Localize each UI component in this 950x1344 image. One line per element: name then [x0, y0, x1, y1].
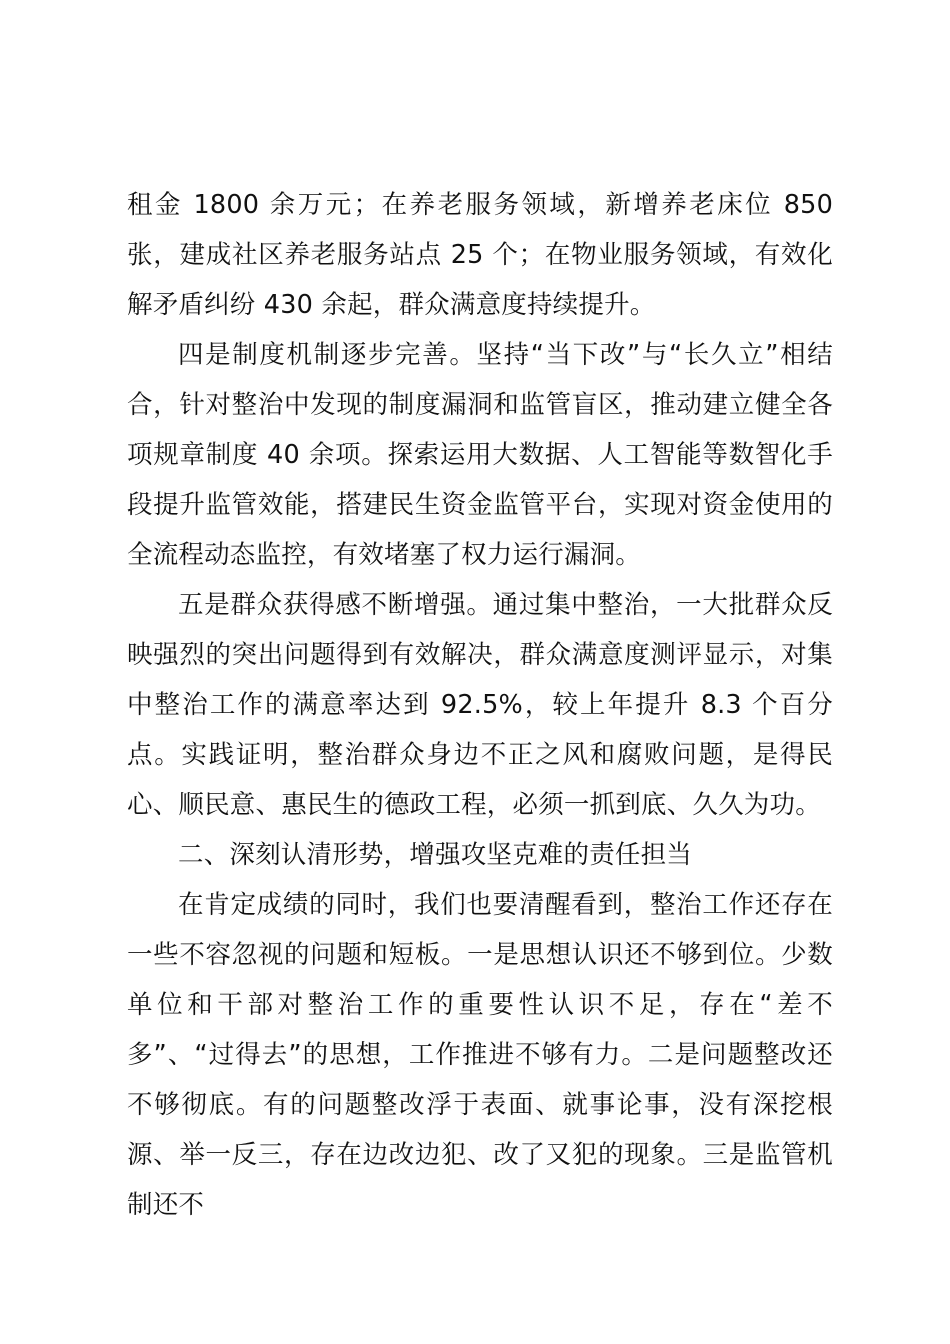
paragraph-continuation: 租金 1800 余万元；在养老服务领域，新增养老床位 850 张，建成社区养老服务站点 25 个；在物业服务领域，有效化解矛盾纠纷 430 余起，群众满意度持续提升。: [127, 190, 833, 320]
document-page: [127, 180, 833, 1230]
paragraph-institutional-mechanisms: 四是制度机制逐步完善。坚持“当下改”与“长久立”相结合，针对整治中发现的制度漏洞和监管盲区，推动建立健全各项规章制度 40 余项。探索运用大数据、人工智能等数智化手段提升监管效能，搭建民生资金监管平台，实现对资金使用的全流程动态监控，有效堵塞了权力运行漏洞。: [127, 340, 833, 570]
paragraph-public-satisfaction: 五是群众获得感不断增强。通过集中整治，一大批群众反映强烈的突出问题得到有效解决，群众满意度测评显示，对集中整治工作的满意率达到 92.5%，较上年提升 8.3 个百分点。实践证明，整治群众身边不正之风和腐败问题，是得民心、顺民意、惠民生的德政工程，必须一抓到底、久久为功。: [127, 590, 833, 820]
paragraph-problems: 在肯定成绩的同时，我们也要清醒看到，整治工作还存在一些不容忽视的问题和短板。一是思想认识还不够到位。少数单位和干部对整治工作的重要性认识不足，存在“差不多”、“过得去”的思想，工作推进不够有力。二是问题整改还不够彻底。有的问题整改浮于表面、就事论事，没有深挖根源、举一反三，存在边改边犯、改了又犯的现象。三是监管机制还不: [127, 890, 833, 1220]
section-heading: 二、深刻认清形势，增强攻坚克难的责任担当: [178, 840, 693, 870]
